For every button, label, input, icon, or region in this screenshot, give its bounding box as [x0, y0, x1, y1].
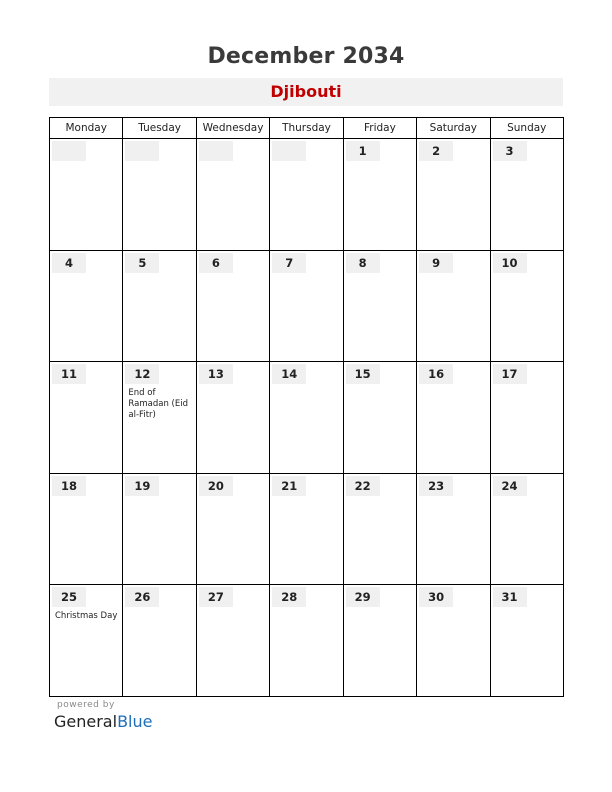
day-cell[interactable] — [490, 473, 563, 585]
day-cell[interactable] — [196, 250, 269, 362]
day-cell[interactable] — [196, 139, 269, 251]
day-cell[interactable] — [417, 139, 490, 251]
empty-day-box — [52, 141, 86, 161]
day-number: 8 — [346, 253, 380, 273]
day-cell[interactable] — [343, 250, 416, 362]
day-cell[interactable] — [270, 473, 343, 585]
day-number: 6 — [199, 253, 233, 273]
empty-day-box — [199, 141, 233, 161]
day-cell[interactable] — [490, 585, 563, 697]
day-number: 21 — [272, 476, 306, 496]
day-number: 15 — [346, 364, 380, 384]
day-cell[interactable] — [417, 585, 490, 697]
day-number: 26 — [125, 587, 159, 607]
day-number: 28 — [272, 587, 306, 607]
weekday-header: Friday — [343, 118, 416, 139]
day-cell[interactable] — [343, 139, 416, 251]
day-cell[interactable] — [417, 473, 490, 585]
day-cell[interactable] — [50, 585, 123, 697]
day-cell[interactable] — [123, 250, 196, 362]
week-row — [50, 585, 564, 697]
day-number: 7 — [272, 253, 306, 273]
day-number: 2 — [419, 141, 453, 161]
day-cell[interactable] — [490, 139, 563, 251]
day-cell[interactable] — [270, 362, 343, 474]
day-number: 12 — [125, 364, 159, 384]
day-number: 31 — [493, 587, 527, 607]
weekday-header-row — [50, 118, 564, 139]
empty-day-box — [272, 141, 306, 161]
day-number: 22 — [346, 476, 380, 496]
day-number: 16 — [419, 364, 453, 384]
day-number: 18 — [52, 476, 86, 496]
day-cell[interactable] — [196, 473, 269, 585]
day-number: 30 — [419, 587, 453, 607]
week-row — [50, 139, 564, 251]
day-number: 29 — [346, 587, 380, 607]
day-cell[interactable] — [270, 250, 343, 362]
day-cell[interactable] — [50, 139, 123, 251]
day-number: 27 — [199, 587, 233, 607]
day-cell[interactable] — [417, 250, 490, 362]
holiday-label: Christmas Day — [55, 611, 118, 622]
day-cell[interactable] — [343, 585, 416, 697]
day-cell[interactable] — [50, 362, 123, 474]
day-cell[interactable] — [490, 362, 563, 474]
day-number: 5 — [125, 253, 159, 273]
day-cell[interactable] — [123, 362, 196, 474]
day-cell[interactable] — [196, 362, 269, 474]
calendar-grid — [49, 117, 564, 697]
powered-by-label: powered by — [57, 700, 115, 710]
day-number: 11 — [52, 364, 86, 384]
country-banner — [49, 78, 563, 106]
day-number: 19 — [125, 476, 159, 496]
day-cell[interactable] — [123, 585, 196, 697]
weekday-header: Saturday — [417, 118, 490, 139]
weekday-header: Sunday — [490, 118, 563, 139]
day-number: 3 — [493, 141, 527, 161]
day-cell[interactable] — [270, 585, 343, 697]
day-number: 25 — [52, 587, 86, 607]
day-number: 23 — [419, 476, 453, 496]
brand-logo[interactable] — [54, 712, 152, 731]
day-cell[interactable] — [50, 250, 123, 362]
week-row — [50, 250, 564, 362]
day-cell[interactable] — [270, 139, 343, 251]
day-number: 14 — [272, 364, 306, 384]
brand-general: General — [54, 712, 118, 731]
weekday-header: Monday — [50, 118, 123, 139]
day-number: 24 — [493, 476, 527, 496]
day-number: 20 — [199, 476, 233, 496]
day-cell[interactable] — [123, 473, 196, 585]
day-number: 17 — [493, 364, 527, 384]
country-name: Djibouti — [270, 82, 342, 101]
day-cell[interactable] — [343, 362, 416, 474]
day-cell[interactable] — [123, 139, 196, 251]
day-number: 4 — [52, 253, 86, 273]
day-cell[interactable] — [490, 250, 563, 362]
day-cell[interactable] — [417, 362, 490, 474]
brand-blue: Blue — [117, 712, 153, 731]
day-cell[interactable] — [343, 473, 416, 585]
holiday-label: End of Ramadan (Eid al-Fitr) — [128, 388, 188, 421]
weekday-header: Tuesday — [123, 118, 196, 139]
day-number: 9 — [419, 253, 453, 273]
day-number: 10 — [493, 253, 527, 273]
day-cell[interactable] — [50, 473, 123, 585]
empty-day-box — [125, 141, 159, 161]
weekday-header: Thursday — [270, 118, 343, 139]
weekday-header: Wednesday — [196, 118, 269, 139]
day-number: 13 — [199, 364, 233, 384]
week-row — [50, 362, 564, 474]
page-title: December 2034 — [207, 44, 405, 69]
day-number: 1 — [346, 141, 380, 161]
day-cell[interactable] — [196, 585, 269, 697]
week-row — [50, 473, 564, 585]
